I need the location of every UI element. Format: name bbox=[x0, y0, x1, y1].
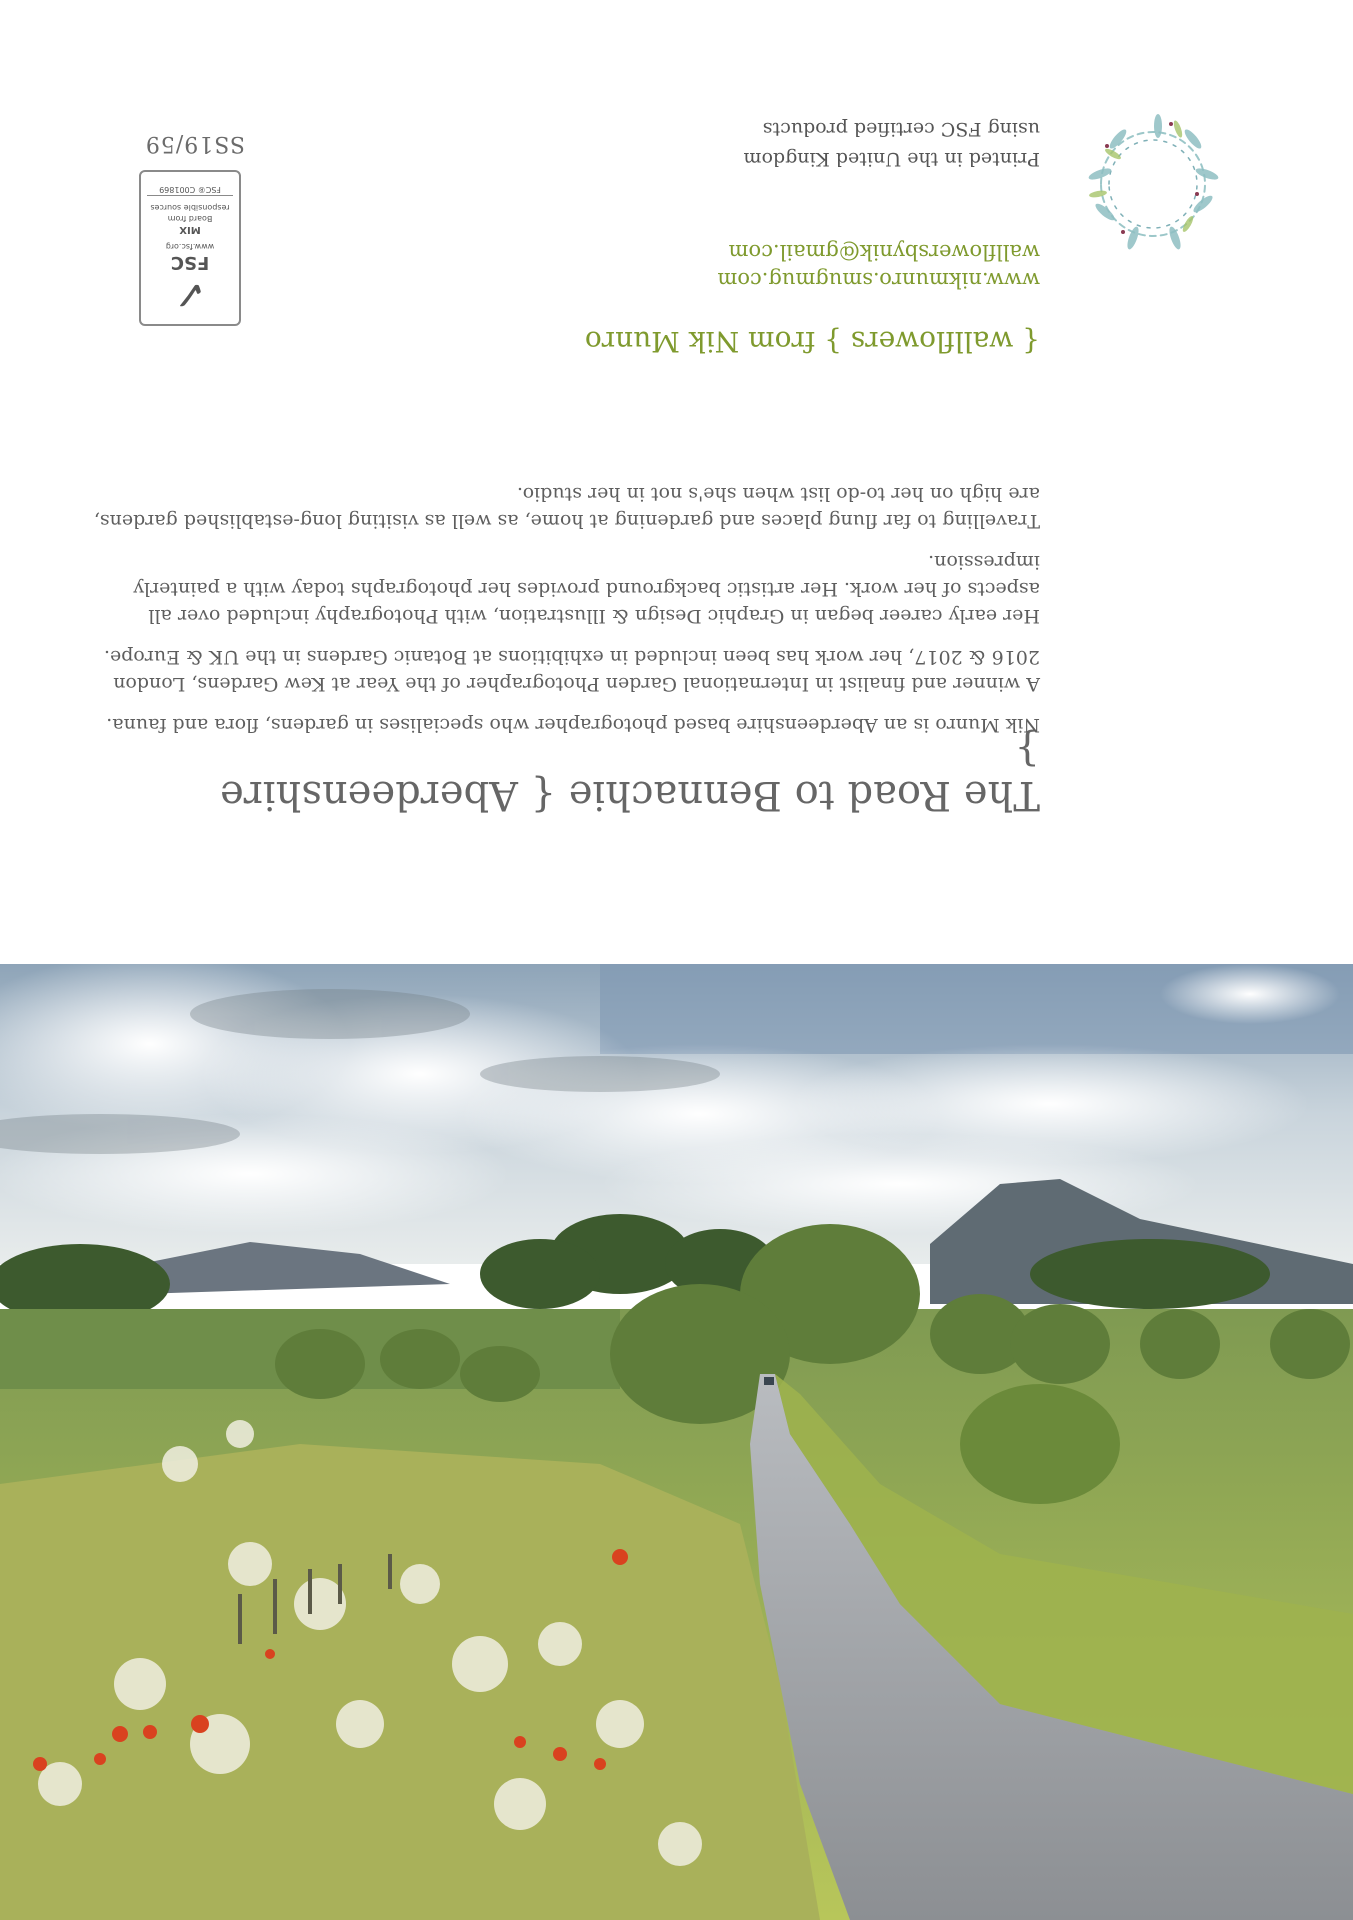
email-link[interactable]: wallflowersbynik@gmail.com bbox=[728, 240, 1040, 264]
printed-line: Printed in the United Kingdom bbox=[743, 148, 1040, 170]
bio-paragraph: Her early career began in Graphic Design & Illustration, with Photography included over all aspects of her work. Her artistic background provides her photographs today with a painterly impression. bbox=[133, 551, 1040, 627]
bio-text bbox=[75, 466, 1040, 738]
card-title: The Road to Bennachie { Aberdeenshire } bbox=[220, 726, 1040, 818]
product-code: SS19/59 bbox=[144, 131, 245, 156]
website-link[interactable]: www.nikmunro.smugmug.com bbox=[717, 268, 1040, 292]
bio-paragraph: Nik Munro is an Aberdeenshire based photographer who specialises in gardens, flora and fauna. bbox=[106, 714, 1040, 736]
fsc-mix: MIX bbox=[179, 224, 201, 235]
fsc-licence: FSC® C001869 bbox=[159, 185, 221, 194]
divider bbox=[147, 195, 233, 196]
bio-paragraph: Travelling to far flung places and gardening at home, as well as visiting long-established gardens, are high on her to-do list when she's not in her studio. bbox=[93, 483, 1040, 532]
fsc-url: www.fsc.org bbox=[165, 242, 215, 251]
road-landscape-image bbox=[0, 964, 1353, 1920]
fsc-source: Board from bbox=[167, 214, 213, 223]
fsc-tree-icon: ✓ bbox=[173, 271, 207, 317]
printed-info bbox=[480, 114, 1040, 174]
brand-name: { wallflowers } from Nik Munro bbox=[584, 325, 1040, 358]
wreath-icon bbox=[1073, 94, 1233, 274]
fsc-word: FSC bbox=[170, 252, 210, 273]
landscape-photo bbox=[0, 964, 1353, 1920]
fsc-source: responsible sources bbox=[150, 203, 230, 212]
bio-paragraph: A winner and finalist in International Garden Photographer of the Year at Kew Gardens, London 2016 & 2017, her work has been included in exhibitions at Botanic Gardens in the UK & Europe. bbox=[103, 646, 1040, 695]
fsc-logo-icon bbox=[139, 170, 241, 326]
printed-line: using FSC certified products bbox=[762, 118, 1040, 140]
